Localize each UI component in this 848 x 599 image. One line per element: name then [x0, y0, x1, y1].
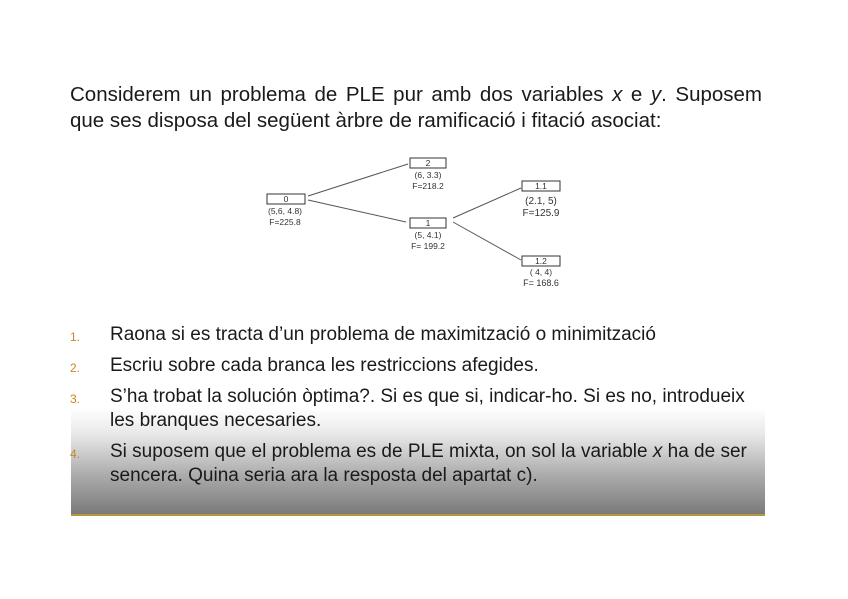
- question-text: [110, 441, 747, 486]
- question-item-1: [70, 323, 770, 347]
- node-f-value: F= 168.6: [523, 278, 559, 288]
- question-text: Raona si es tracta d’un problema de maximització o minimització: [110, 324, 656, 345]
- question-number: 2.: [70, 361, 81, 375]
- edge-1-1.2: [453, 222, 521, 260]
- question-text: Escriu sobre cada branca les restriccions afegides.: [110, 355, 539, 376]
- node-point: (2.1, 5): [525, 196, 557, 207]
- node-point: ( 4, 4): [529, 267, 553, 277]
- variable-y: y: [650, 83, 662, 106]
- question-number: 3.: [70, 392, 81, 406]
- node-id: 1.1: [535, 181, 547, 191]
- tree-node-0: [267, 194, 305, 227]
- question-number: 1.: [70, 330, 81, 344]
- variable-x: x: [652, 441, 663, 462]
- question-item-2: [70, 354, 770, 378]
- branch-and-bound-tree: [238, 138, 590, 298]
- tree-diagram: [238, 138, 590, 298]
- question-item-4: [70, 440, 770, 488]
- node-id: 1: [425, 218, 431, 228]
- node-f-value: F=125.9: [522, 208, 560, 219]
- edge-0-2: [308, 164, 408, 196]
- node-id: 2: [425, 158, 431, 168]
- node-point: (5,6, 4.8): [267, 206, 303, 216]
- question-text-b: ha de ser sencera. Quina seria ara la resposta del apartat c).: [110, 441, 747, 486]
- node-f-value: F= 199.2: [411, 241, 445, 251]
- node-f-value: F=225.8: [269, 217, 301, 227]
- question-text-a: Si suposem que el problema es de PLE mixta, on sol la variable: [110, 441, 653, 462]
- edge-0-1: [308, 200, 406, 222]
- tree-node-1: [410, 218, 446, 251]
- node-point: (5, 4.1): [414, 230, 442, 240]
- node-f-value: F=218.2: [412, 181, 444, 191]
- variable-x: x: [612, 83, 623, 106]
- intro-text-3: . Suposem que ses disposa del següent àrbre de ramificació i fitació asociat:: [70, 83, 762, 132]
- intro-text-2: e: [622, 83, 651, 106]
- intro-text-1: Considerem un problema de PLE pur amb dos variables: [70, 83, 613, 106]
- question-list: [70, 323, 770, 495]
- tree-node-1-2: [522, 256, 560, 288]
- node-id: 0: [283, 194, 289, 204]
- question-item-3: [70, 385, 770, 433]
- question-text: S’ha trobat la solución òptima?. Si es que si, indicar-ho. Si es no, introdueix les branques necesaries.: [110, 386, 745, 431]
- problem-statement: [70, 82, 762, 134]
- tree-node-1-1: [522, 181, 560, 219]
- question-number: 4.: [70, 447, 81, 461]
- edge-1-1.1: [453, 188, 521, 218]
- tree-node-2: [410, 158, 446, 191]
- node-id: 1.2: [535, 256, 547, 266]
- node-point: (6, 3.3): [414, 170, 442, 180]
